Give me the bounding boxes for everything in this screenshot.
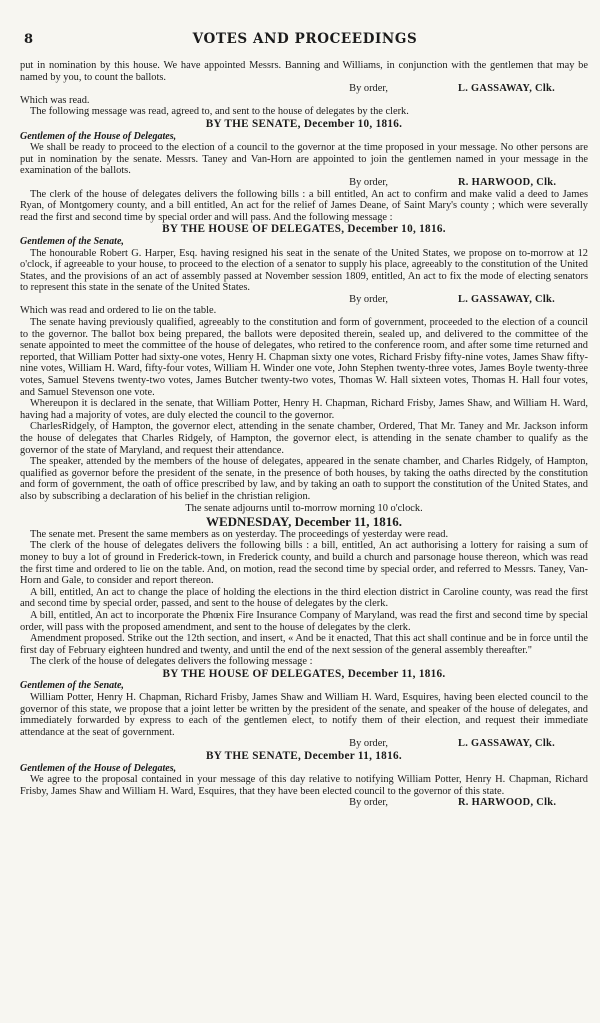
paragraph: The clerk of the house of delegates delivers the following bills : a bill entitled, An act to confirm and make valid a deed to James Ryan, of Montgomery county, and a bill entitled, An act for the relief of James Deane, of Saint Mary's county ; which were severally read the first and second time by special order and will pass. And the following message : xyxy=(20,188,588,223)
page-header xyxy=(20,30,590,50)
signature-line xyxy=(20,177,588,189)
by-order-text: By order, xyxy=(349,738,388,750)
paragraph: We shall be ready to proceed to the election of a council to the governor at the time proposed in your message. No other persons are put in nomination by the senate. Messrs. Taney and Van-Horn are appointed to join the gentlemen named in your message in the examination of the ballots. xyxy=(20,142,588,177)
signature-line xyxy=(20,797,588,809)
day-heading: WEDNESDAY, December 11, 1816. xyxy=(206,514,402,530)
paragraph: The clerk of the house of delegates delivers the following bills : a bill, entitled, An act authorising a lottery for raising a sum of money to buy a lot of ground in Frederick-town, in Frederick county, and build a church and parsonage house thereon, which was read the first time and ordered to lie on the table. And, on motion, read the second time by special order, and referred to Messrs. Taney, Van-Horn and Gale, to consider and report thereon. xyxy=(20,540,588,587)
message-heading: BY THE HOUSE OF DELEGATES, December 11, 1816. xyxy=(162,667,446,680)
paragraph: Whereupon it is declared in the senate, that William Potter, Henry H. Chapman, Richard Frisby, James Shaw, and William H. Ward, having had a majority of votes, are duly elected the council to the governor. xyxy=(20,398,588,421)
paragraph: The speaker, attended by the members of the house of delegates, appeared in the senate chamber, and Charles Ridgely, of Hampton, qualified as governor before the president of the senate, in the presence of both houses, by taking the oaths directed by the constitution and form of government, the oath of office prescribed by law, and by taking an oath to support the constitution of the United States, and also by subscribing a declaration of his belief in the christian religion. xyxy=(20,456,588,502)
paragraph: The clerk of the house of delegates delivers the following message : xyxy=(30,656,313,668)
signature-line xyxy=(20,294,588,306)
page-number: 8 xyxy=(24,32,34,47)
paragraph: A bill, entitled, An act to change the place of holding the elections in the third election district in Caroline county, was read the first and second time by special order, passed, and sent to the house of delegates by the clerk. xyxy=(20,586,588,610)
paragraph: put in nomination by this house. We have appointed Messrs. Banning and Williams, in conjunction with the gentlemen that may be named by you, to count the ballots. xyxy=(20,60,588,83)
paragraph: CharlesRidgely, of Hampton, the governor elect, attending in the senate chamber, Ordered, That Mr. Taney and Mr. Jackson inform the house of delegates that Charles Ridgely, of Hampton, the governor elect, is attending in the senate chamber to qualify as the governor of the state of Maryland, and request their attendance. xyxy=(20,421,588,456)
paragraph: Which was read and ordered to lie on the table. xyxy=(20,305,217,317)
by-order-text: By order, xyxy=(349,797,388,809)
paragraph: The senate met. Present the same members as on yesterday. The proceedings of yesterday were read. xyxy=(30,528,449,540)
paragraph: The senate having previously qualified, agreeably to the constitution and form of government, proceeded to the election of a council to the governor. The ballot box being prepared, the ballots were deposited therein, sealed up, and delivered to the committee of the senate appointed to meet the committee of the house of delegates, who retired to the conference room, and after some time returned and reported, that William Potter had sixty-one votes, Henry H. Chapman sixty one votes, Richard Frisby fifty-nine votes, James Shaw fifty-nine votes, William H. Ward, fifty-four votes, William H. Winder one vote, John Stephen twenty-three votes, James Boyle twenty-three votes, Samuel Stevens twenty-two votes, James Butcher twenty-two votes, Thomas W. Hall sixteen votes, Thomas H. Hall four votes, and Samuel Stevenson one vote. xyxy=(20,317,588,398)
running-head: VOTES AND PROCEEDINGS xyxy=(192,31,418,47)
by-order-text: By order, xyxy=(349,83,388,95)
salutation: Gentlemen of the House of Delegates, xyxy=(20,762,177,774)
clerk-name: R. HARWOOD, Clk. xyxy=(458,176,557,188)
paragraph: We agree to the proposal contained in your message of this day relative to notifying William Potter, Henry H. Chapman, Richard Frisby, James Shaw and William H. Ward, Esquires, that they have been elected council to the governor of this state. xyxy=(20,774,588,797)
by-order-text: By order, xyxy=(349,176,388,188)
message-heading: BY THE SENATE, December 11, 1816. xyxy=(206,750,402,763)
paragraph: The honourable Robert G. Harper, Esq. having resigned his seat in the senate of the United States, we propose on to-morrow at 12 o'clock, if agreeable to your house, to proceed to the election of a senator to supply his place, agreeably to the constitution of the United States, and the provisions of an act of assembly passed at November session 1809, entitled, An act to fix the mode of electing senators to represent this state in the senate of the United States. xyxy=(20,247,588,294)
clerk-name: L. GASSAWAY, Clk. xyxy=(458,738,556,750)
by-order-text: By order, xyxy=(349,293,388,305)
paragraph: Amendment proposed. Strike out the 12th section, and insert, « And be it enacted, That this act shall continue and be in force until the first day of February eighteen hundred and twenty, and until the end of the next session of the general assembly thereafter." xyxy=(20,633,588,656)
salutation: Gentlemen of the House of Delegates, xyxy=(20,130,177,142)
signature-line xyxy=(20,83,588,95)
paragraph: A bill, entitled, An act to incorporate the Phœnix Fire Insurance Company of Maryland, was read the first and second time by special order, will pass with the proposed amendment, and sent to the house of delegates by the clerk. xyxy=(20,609,588,633)
document-body xyxy=(20,60,588,809)
adjournment-line: The senate adjourns until to-morrow morning 10 o'clock. xyxy=(185,502,423,514)
message-heading: BY THE HOUSE OF DELEGATES, December 10, 1816. xyxy=(162,223,446,236)
paragraph: William Potter, Henry H. Chapman, Richard Frisby, James Shaw and William H. Ward, Esquires, having been elected council to the governor of this state, we propose that a joint letter be written by the president of the senate, and speaker of the house of delegates, and immediately forwarded by express to each of the gentlemen elect, to notify them of their election, and request their immediate attendance at the seat of government. xyxy=(20,692,588,738)
clerk-name: L. GASSAWAY, Clk. xyxy=(458,293,556,305)
salutation: Gentlemen of the Senate, xyxy=(20,680,124,692)
paragraph: Which was read. xyxy=(20,94,90,106)
clerk-name: R. HARWOOD, Clk. xyxy=(458,797,557,809)
paragraph: The following message was read, agreed to, and sent to the house of delegates by the clerk. xyxy=(30,106,409,118)
salutation: Gentlemen of the Senate, xyxy=(20,235,124,247)
clerk-name: L. GASSAWAY, Clk. xyxy=(458,83,556,95)
message-heading: BY THE SENATE, December 10, 1816. xyxy=(205,117,403,130)
signature-line xyxy=(20,738,588,750)
